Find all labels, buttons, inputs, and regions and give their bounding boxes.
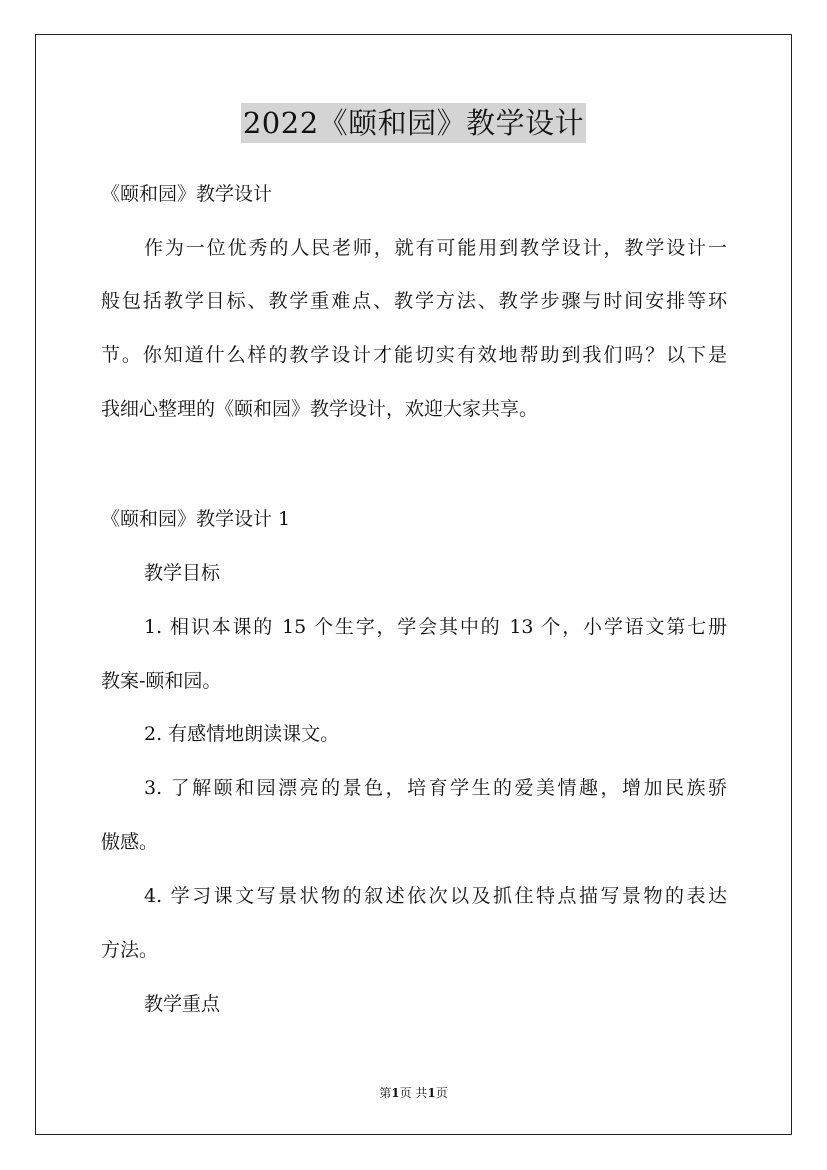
objective-1-line-1: 1. 相识本课的 15 个生字，学会其中的 13 个，小学语文第七册 bbox=[144, 616, 727, 638]
key-points-heading: 教学重点 bbox=[144, 993, 221, 1015]
intro-line-3: 节。你知道什么样的教学设计才能切实有效地帮助到我们吗？以下是 bbox=[101, 344, 727, 366]
footer-total-pages: 1 bbox=[427, 1086, 436, 1100]
title-container bbox=[0, 103, 827, 143]
subtitle: 《颐和园》教学设计 bbox=[101, 183, 273, 205]
objective-2: 2. 有感情地朗读课文。 bbox=[144, 723, 340, 745]
objective-4-line-2: 方法。 bbox=[101, 939, 159, 961]
objective-1-line-2: 教案-颐和园。 bbox=[101, 670, 222, 692]
intro-line-4: 我细心整理的《颐和园》教学设计，欢迎大家共享。 bbox=[101, 398, 539, 420]
document-title: 2022《颐和园》教学设计 bbox=[241, 103, 586, 143]
objective-3-line-1: 3. 了解颐和园漂亮的景色，培育学生的爱美情趣，增加民族骄 bbox=[144, 777, 727, 799]
footer-page-number: 1 bbox=[391, 1086, 400, 1100]
footer-page-mid: 页 共 bbox=[399, 1086, 428, 1100]
objectives-heading: 教学目标 bbox=[144, 562, 221, 584]
intro-line-2: 般包括教学目标、教学重难点、教学方法、教学步骤与时间安排等环 bbox=[101, 290, 727, 312]
footer-page-suffix: 页 bbox=[435, 1086, 448, 1100]
objective-4-line-1: 4. 学习课文写景状物的叙述依次以及抓住特点描写景物的表达 bbox=[144, 885, 727, 907]
section-title: 《颐和园》教学设计 1 bbox=[101, 508, 291, 530]
objective-3-line-2: 傲感。 bbox=[101, 831, 159, 853]
footer-page-prefix: 第 bbox=[379, 1086, 392, 1100]
intro-line-1: 作为一位优秀的人民老师，就有可能用到教学设计，教学设计一 bbox=[144, 237, 727, 259]
page-footer bbox=[0, 1085, 827, 1101]
